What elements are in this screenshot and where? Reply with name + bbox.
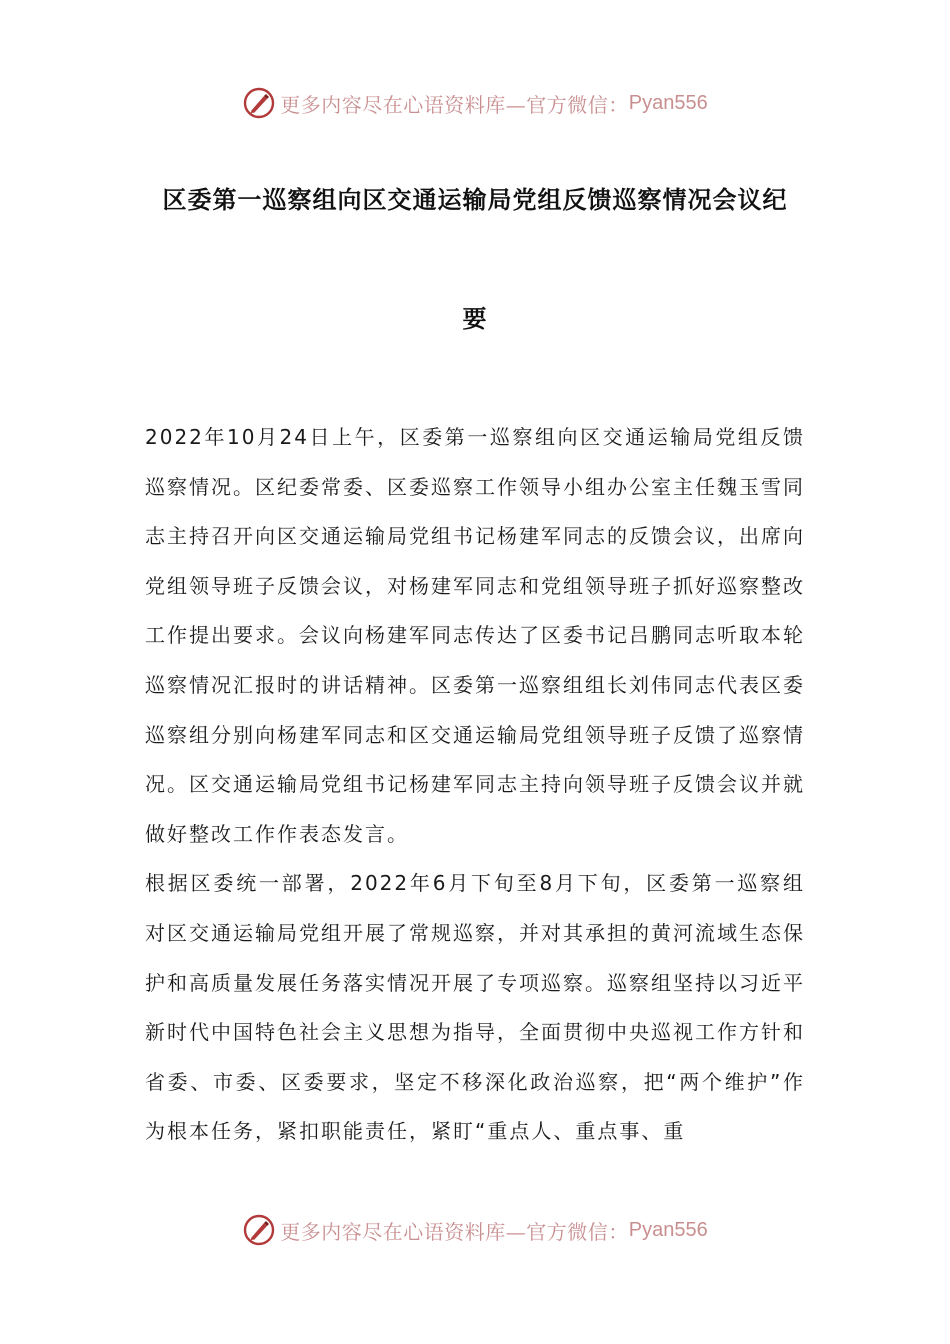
pen-logo-icon [242, 86, 276, 120]
document-title-line1: 区委第一巡察组向区交通运输局党组反馈巡察情况会议纪 [162, 186, 788, 214]
watermark-text: 更多内容尽在心语资料库—官方微信： [280, 92, 629, 117]
pen-logo-icon [242, 1213, 276, 1247]
document-title-line2: 要 [462, 305, 488, 333]
watermark-text: 更多内容尽在心语资料库—官方微信： [280, 1219, 629, 1244]
watermark-wechat-id: Pyan556 [628, 1218, 708, 1241]
document-body [145, 413, 805, 1157]
watermark-header [0, 83, 950, 123]
paragraph: 2022年10月24日上午，区委第一巡察组向区交通运输局党组反馈巡察情况。区纪委常委、区委巡察工作领导小组办公室主任魏玉雪同志主持召开向区交通运输局党组书记杨建军同志的反馈会议，出席向党组领导班子反馈会议，对杨建军同志和党组领导班子抓好巡察整改工作提出要求。会议向杨建军同志传达了区委书记吕鹏同志听取本轮巡察情况汇报时的讲话精神。区委第一巡察组组长刘伟同志代表区委巡察组分别向杨建军同志和区交通运输局党组领导班子反馈了巡察情况。区交通运输局党组书记杨建军同志主持向领导班子反馈会议并就做好整改工作作表态发言。 [145, 425, 805, 846]
watermark-wechat-id: Pyan556 [628, 91, 708, 114]
watermark-footer [0, 1210, 950, 1250]
paragraph: 根据区委统一部署，2022年6月下旬至8月下旬，区委第一巡察组对区交通运输局党组开展了常规巡察，并对其承担的黄河流域生态保护和高质量发展任务落实情况开展了专项巡察。巡察组坚持以习近平新时代中国特色社会主义思想为指导，全面贯彻中央巡视工作方针和省委、市委、区委要求，坚定不移深化政治巡察，把“两个维护”作为根本任务，紧扣职能责任，紧盯“重点人、重点事、重 [145, 871, 805, 1144]
